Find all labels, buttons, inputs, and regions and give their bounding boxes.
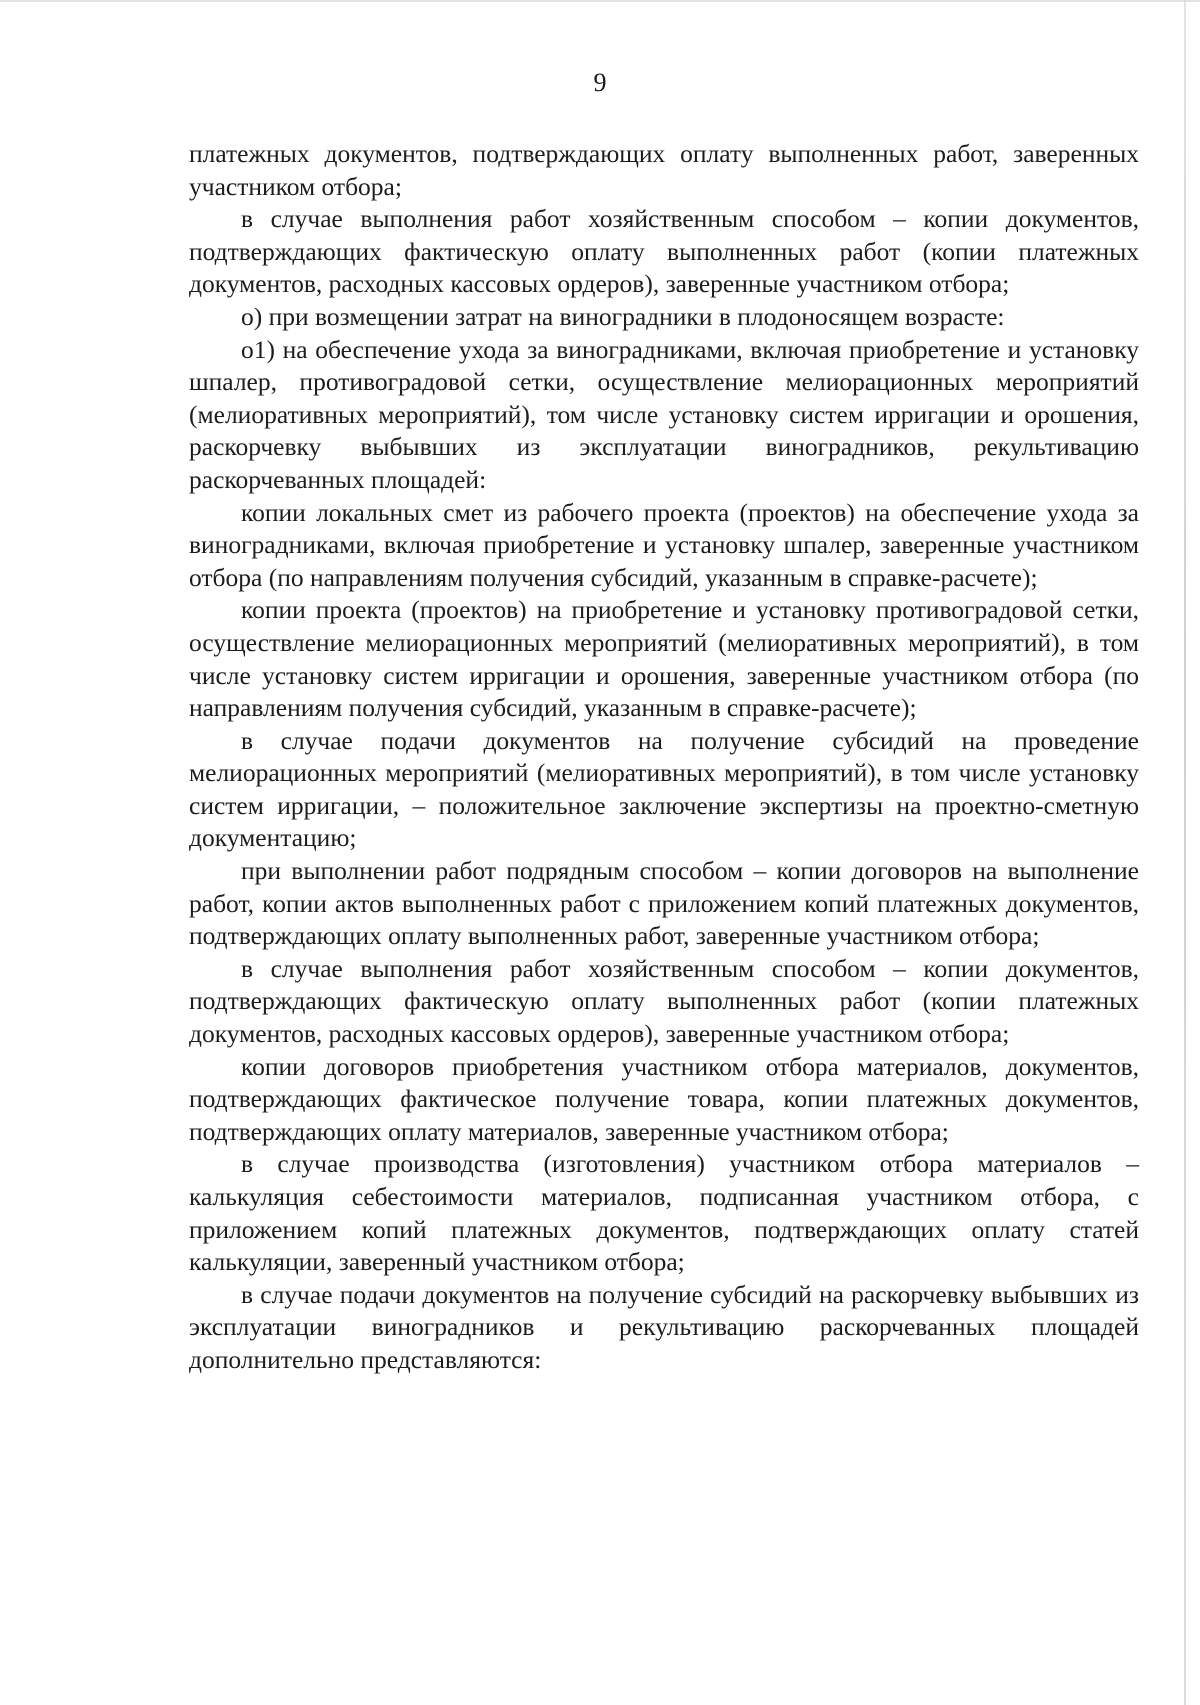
paragraph: в случае выполнения работ хозяйственным способом – копии документов, подтверждающих фактическую оплату выполненных работ (копии платежных документов, расходных кассовых ордеров), заверенные участником отбора; xyxy=(189,953,1139,1049)
paragraph: в случае подачи документов на получение субсидий на раскорчевку выбывших из эксплуатации виноградников и рекультивацию раскорчеванных площадей дополнительно представляются: xyxy=(189,1279,1139,1374)
page-number: 9 xyxy=(593,68,607,97)
paragraph: платежных документов, подтверждающих оплату выполненных работ, заверенных участником отбора; xyxy=(189,139,1139,201)
document-body xyxy=(189,138,1139,1377)
scan-edge-right xyxy=(1184,0,1186,1705)
paragraph: копии договоров приобретения участником отбора материалов, документов, подтверждающих фактическое получение товара, копии платежных документов, подтверждающих оплату материалов, заверенные участником отбора; xyxy=(189,1051,1139,1146)
paragraph: при выполнении работ подрядным способом – копии договоров на выполнение работ, копии актов выполненных работ с приложением копий платежных документов, подтверждающих оплату выполненных работ, заверенные участником отбора; xyxy=(189,856,1139,951)
paragraph: в случае производства (изготовления) участником отбора материалов – калькуляция себестоимости материалов, подписанная участником отбора, с приложением копий платежных документов, подтверждающих оплату статей калькуляции, заверенный участником отбора; xyxy=(189,1149,1139,1277)
paragraph: копии локальных смет из рабочего проекта (проектов) на обеспечение ухода за виноградниками, включая приобретение и установку шпалер, заверенные участником отбора (по направлениям получения субсидий, указанным в справке-расчете); xyxy=(189,497,1139,592)
paragraph: о) при возмещении затрат на виноградники в плодоносящем возрасте: xyxy=(241,301,1005,331)
paragraph: в случае подачи документов на получение субсидий на проведение мелиорационных мероприятий (мелиоративных мероприятий), в том числе установку систем ирригации, – положительное заключение экспертизы на проектно-сметную документацию; xyxy=(189,725,1139,853)
scan-edge-top xyxy=(0,0,1200,2)
paragraph: о1) на обеспечение ухода за виноградниками, включая приобретение и установку шпалер, противоградовой сетки, осуществление мелиорационных мероприятий (мелиоративных мероприятий), том числе установку систем ирригации и орошения, раскорчевку выбывших из эксплуатации виноградников, рекультивацию раскорчеванных площадей: xyxy=(189,334,1139,494)
paragraph: в случае выполнения работ хозяйственным способом – копии документов, подтверждающих фактическую оплату выполненных работ (копии платежных документов, расходных кассовых ордеров), заверенные участником отбора; xyxy=(189,204,1139,299)
paragraph: копии проекта (проектов) на приобретение и установку противоградовой сетки, осуществление мелиорационных мероприятий (мелиоративных мероприятий), в том числе установку систем ирригации и орошения, заверенные участником отбора (по направлениям получения субсидий, указанным в справке-расчете); xyxy=(189,595,1139,723)
